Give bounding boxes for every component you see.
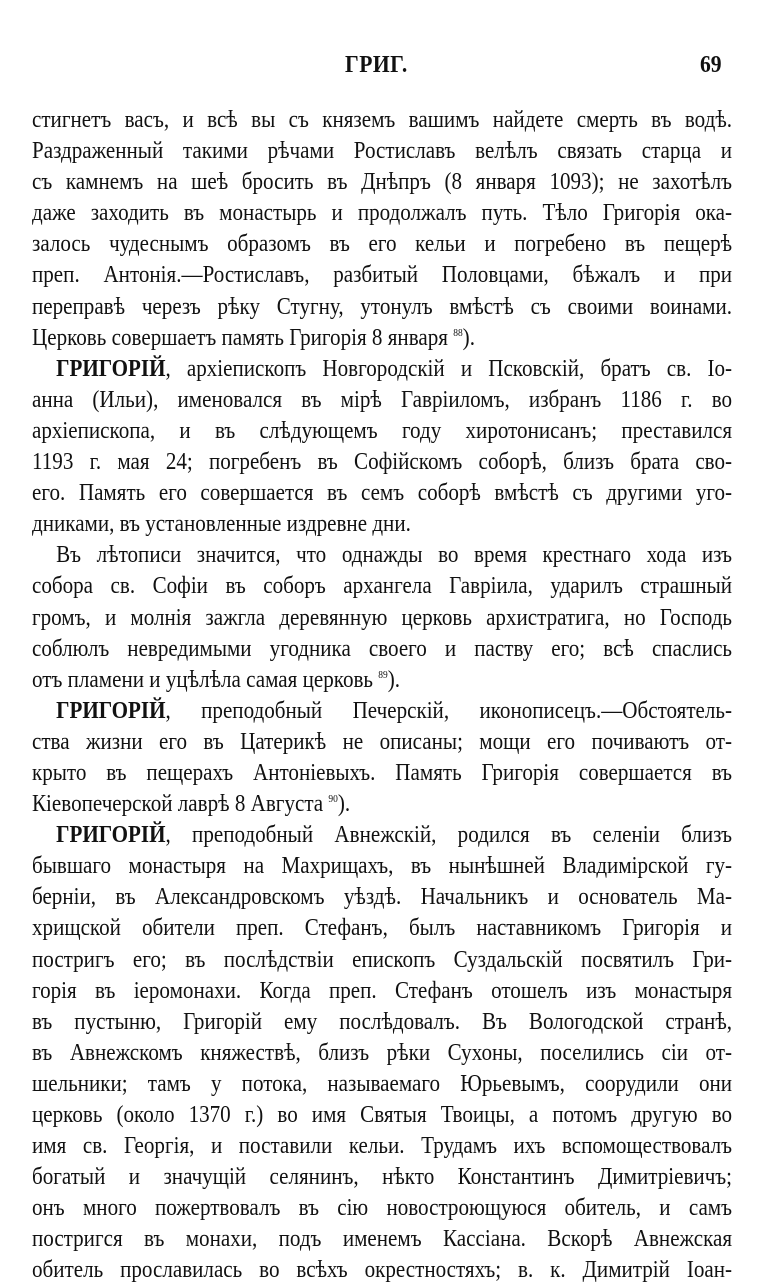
- text-line: архіепископа, и въ слѣдующемъ году хиротонисанъ; преставился: [32, 416, 733, 444]
- footnote-ref: 88: [453, 326, 463, 339]
- entry-grigory-pechersky: [32, 695, 732, 819]
- text-line: его. Память его совершается въ семъ соборѣ вмѣстѣ съ другими уго-: [32, 479, 733, 507]
- text-line: богатый и значущій селянинъ, нѣкто Константинъ Димитріевичъ;: [32, 1163, 733, 1191]
- text-line: постригъ его; въ послѣдствіи епископъ Суздальскій посвятилъ Гри-: [32, 945, 733, 973]
- text-line: [32, 322, 732, 353]
- text-line: переправѣ черезъ рѣку Стугну, утонулъ вмѣстѣ съ своими воинами.: [32, 292, 733, 320]
- text-line: ства жизни его въ Цатерикѣ не описаны; мощи его почиваютъ от-: [32, 727, 733, 755]
- text-line: онъ много пожертвовалъ въ сію новостроющуюся обитель, и самъ: [32, 1194, 733, 1222]
- page-number: 69: [700, 52, 722, 78]
- text-line: хрищской обители преп. Стефанъ, былъ наставникомъ Григорія и: [32, 914, 733, 942]
- footnote-ref: 90: [328, 792, 338, 805]
- page-header: [0, 52, 766, 86]
- entry-heading: ГРИГОРІЙ: [56, 696, 166, 724]
- text-line: [32, 788, 732, 819]
- text-line: Въ лѣтописи значится, что однажды во время крестнаго хода изъ: [56, 541, 733, 569]
- page-body: [32, 104, 732, 1286]
- text-line: имя св. Георгія, и поставили кельи. Трудамъ ихъ вспомоществовалъ: [32, 1132, 733, 1160]
- text-line: церковь (около 1370 г.) во имя Святыя Твоицы, а потомъ другую во: [32, 1101, 733, 1128]
- line-text: Церковь совершаетъ память Григорія 8 января: [32, 323, 448, 351]
- paragraph-continuation: [32, 104, 732, 353]
- text-line: съ камнемъ на шеѣ бросить въ Днѣпръ (8 января 1093); не захотѣлъ: [32, 168, 733, 196]
- entry-grigory-archbishop: [32, 353, 732, 540]
- running-head: ГРИГ.: [345, 52, 408, 78]
- paragraph-chronicle: [32, 539, 732, 694]
- text-line: крыто въ пещерахъ Антоніевыхъ. Память Григорія совершается въ: [32, 758, 733, 786]
- text-line: собора св. Софіи въ соборъ архангела Гавріила, ударилъ страшный: [32, 572, 733, 600]
- text-line: 1193 г. мая 24; погребенъ въ Софійскомъ соборѣ, близъ брата сво-: [32, 448, 733, 476]
- closing-paren: ).: [387, 665, 401, 693]
- entry-heading: ГРИГОРІЙ: [56, 354, 166, 382]
- line-text: , архіепископъ Новгородскій и Псковскій, братъ св. Іо-: [165, 354, 733, 382]
- footnote-ref: 89: [378, 668, 388, 681]
- text-line: [32, 695, 732, 726]
- line-text: отъ пламени и уцѣлѣла самая церковь: [32, 665, 374, 693]
- text-line: [32, 664, 732, 695]
- entry-heading: ГРИГОРІЙ: [56, 821, 166, 849]
- line-text: Кіевопечерской лаврѣ 8 Августа: [32, 790, 324, 818]
- text-line: въ Авнежскомъ княжествѣ, близъ рѣки Сухоны, поселились сіи от-: [32, 1038, 733, 1066]
- text-line: анна (Ильи), именовался въ мірѣ Гавріиломъ, избранъ 1186 г. во: [32, 385, 733, 413]
- text-line: берніи, въ Александровскомъ уѣздѣ. Начальникъ и основатель Ма-: [32, 883, 733, 911]
- closing-paren: ).: [337, 790, 351, 818]
- text-line: преп. Антонія.—Ростиславъ, разбитый Половцами, бѣжалъ и при: [32, 261, 733, 289]
- text-line: бывшаго монастыря на Махрищахъ, въ нынѣшней Владимірской гу-: [32, 852, 733, 880]
- text-line: въ пустыню, Григорій ему послѣдовалъ. Въ Вологодской странѣ,: [32, 1007, 733, 1035]
- text-line: дниками, въ установленные издревне дни.: [32, 510, 411, 538]
- text-line: стигнетъ васъ, и всѣ вы съ княземъ вашимъ найдете смерть въ водѣ.: [32, 106, 733, 133]
- entry-grigory-avnezhsky: [32, 819, 732, 1285]
- text-line: даже заходить въ монастырь и продолжалъ путь. Тѣло Григорія ока-: [32, 199, 733, 227]
- text-line: [32, 819, 732, 850]
- text-line: обитель прославилась во всѣхъ окрестностяхъ; в. к. Димитрій Іоан-: [32, 1256, 733, 1284]
- text-line: шельники; тамъ у потока, называемаго Юрьевымъ, соорудили они: [32, 1069, 733, 1097]
- text-line: [32, 353, 732, 384]
- text-line: Раздраженный такими рѣчами Ростиславъ велѣлъ связать старца и: [32, 137, 733, 165]
- text-line: соблюлъ невредимыми угодника своего и паству его; всѣ спаслись: [32, 634, 733, 662]
- text-line: залось чудеснымъ образомъ въ его кельи и погребено въ пещерѣ: [32, 230, 733, 258]
- text-line: горія въ іеромонахи. Когда преп. Стефанъ отошелъ изъ монастыря: [32, 976, 733, 1004]
- line-text: , преподобный Печерскій, иконописецъ.—Обстоятель-: [165, 696, 733, 724]
- text-line: постригся въ монахи, подъ именемъ Кассіана. Вскорѣ Авнежская: [32, 1225, 733, 1253]
- line-text: , преподобный Авнежскій, родился въ селеніи близъ: [165, 821, 733, 849]
- closing-paren: ).: [462, 323, 475, 351]
- text-line: громъ, и молнія зажгла деревянную церковь архистратига, но Господь: [32, 603, 733, 631]
